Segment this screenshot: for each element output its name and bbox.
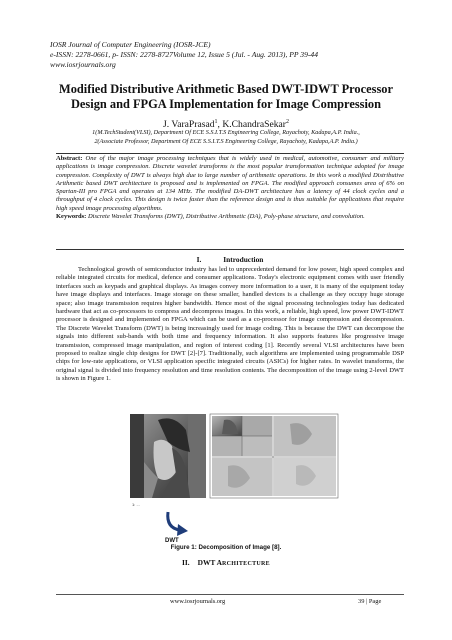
journal-url[interactable]: www.iosrjournals.org: [50, 59, 116, 69]
author-separator: ,: [217, 119, 223, 131]
footer-url[interactable]: www.iosrjournals.org: [170, 598, 226, 605]
abstract-bottom-rule: [56, 249, 404, 250]
original-image-panel: [130, 414, 206, 507]
journal-issn: e-ISSN: 2278-0661, p- ISSN: 2278-8727Volume 12, Issue 5 (Jul. - Aug. 2013), PP 39-44: [50, 49, 318, 59]
section-2-number: II.: [182, 558, 190, 567]
affiliation-2: 2(Associate Professor, Department Of ECE S.S.I.T.S Engineering College, Rayachoty, Kadapa,A.P. India.): [94, 137, 358, 145]
paper-title-line-1: Modified Distributive Arithmetic Based DWT-IDWT Processor: [59, 82, 393, 96]
abstract-text: One of the major image processing techniques that is widely used in medical, automotive, consumer and military applications is image compression. Discrete wavelet transforms is the most popular transformation technique adopted for image compression. Complexity of DWT is always high due to large number of arithmetic operations. In this work a modified Distributive Arithmetic based DWT architecture is proposed and is implemented on FPGA. The modified approach consumes area of 6% on Spartan-III pro FPGA and operates at 134 MHz. The modified DA-DWT architecture has a latency of 44 clock cycles and a throughput of 4 clock cycles. This design is twice faster than the reference design and is thus suitable for applications that require high speed image processing algorithms.: [56, 155, 404, 212]
author-2-marker: 2: [285, 119, 289, 125]
keywords-paragraph: [56, 213, 404, 221]
author-2: K.ChandraSekar: [222, 119, 286, 131]
affiliation-1: 1(M.TechStudent(VLSI), Department Of ECE S.S.I.T.S Engineering College, Rayachoty, Kadapa,A.P. India.,: [92, 129, 360, 136]
paper-title: [40, 82, 412, 112]
abstract-paragraph: [56, 155, 404, 213]
paper-title-line-2: Design and FPGA Implementation for Image Compression: [70, 97, 381, 111]
abstract-block: [56, 155, 404, 221]
section-1-title: Introduction: [223, 255, 264, 264]
keywords-text: Discrete Wavelet Transforms (DWT), Distributive Arithmetic (DA), Poly-phase structure, and convolution.: [86, 213, 365, 221]
svg-text:1: ...: 1: ...: [132, 502, 140, 507]
journal-header: [50, 40, 410, 69]
author-1: J. VaraPrasad: [163, 119, 215, 131]
section-2-title-first: DWT A: [197, 558, 222, 567]
section-1-heading: [56, 255, 404, 264]
journal-name: IOSR Journal of Computer Engineering (IOSR-JCE): [50, 40, 211, 49]
figure-1-caption: Figure 1: Decomposition of Image [8].: [170, 544, 282, 551]
dwt-label: DWT: [165, 538, 179, 544]
decomposed-image-panel: [210, 414, 338, 498]
abstract-label: Abstract:: [56, 155, 83, 162]
footer-page-number: 39 | Page: [358, 598, 382, 605]
section-1-paragraph: Technological growth of semiconductor industry has led to unprecedented demand for low power, high speed complex and reliable integrated circuits for medical, defence and consumer applications. Today's electronic equipment comes with user friendly interfaces such as keypads and graphical displays. As images convey more information to a user, it is many of the equipment today have image displays and interfaces. Image storage on these smaller, handled devices is a challenge as they occupy huge storage space; also image transmission requires higher bandwidth. Hence most of the signal processing technologies today has dedicated hardware that act as co-processors to compress and decompress images. In this work, a reliable, high speed, low power DWT-IDWT processor is designed and implemented on FPGA which can be used as a co-processor for image compression and decompression. The Discrete Wavelet Transform (DWT) is being increasingly used for image coding. This is because the DWT can decompose the signals into different sub-bands with both time and frequency information. It also supports features like progressive image transmission, compressed image manipulation, and region of interest coding [1]. Recently several VLSI architectures have been proposed to realize single chip designs for DWT [2]-[7]. Traditionally, such algorithms are implemented using programmable DSP chips for low-rate applications, or VLSI application specific integrated circuits (ASICs) for higher rates. In wavelet transforms, the original signal is divided into frequency resolution and time resolution contents. The decomposition of the image using 2-level DWT is shown in Figure 1.: [56, 266, 404, 383]
section-1-number: I.: [196, 255, 202, 264]
section-2-title-rest: RCHITECTURE: [221, 561, 270, 567]
footer-rule: [56, 594, 404, 595]
curved-arrow-icon: [162, 510, 192, 540]
affiliations: [40, 129, 412, 146]
keywords-label: Keywords:: [56, 213, 87, 221]
abstract-top-rule: [56, 153, 404, 154]
author-1-marker: 1: [214, 119, 218, 125]
figure-1-image: [128, 412, 342, 508]
section-2-heading: [40, 558, 412, 567]
